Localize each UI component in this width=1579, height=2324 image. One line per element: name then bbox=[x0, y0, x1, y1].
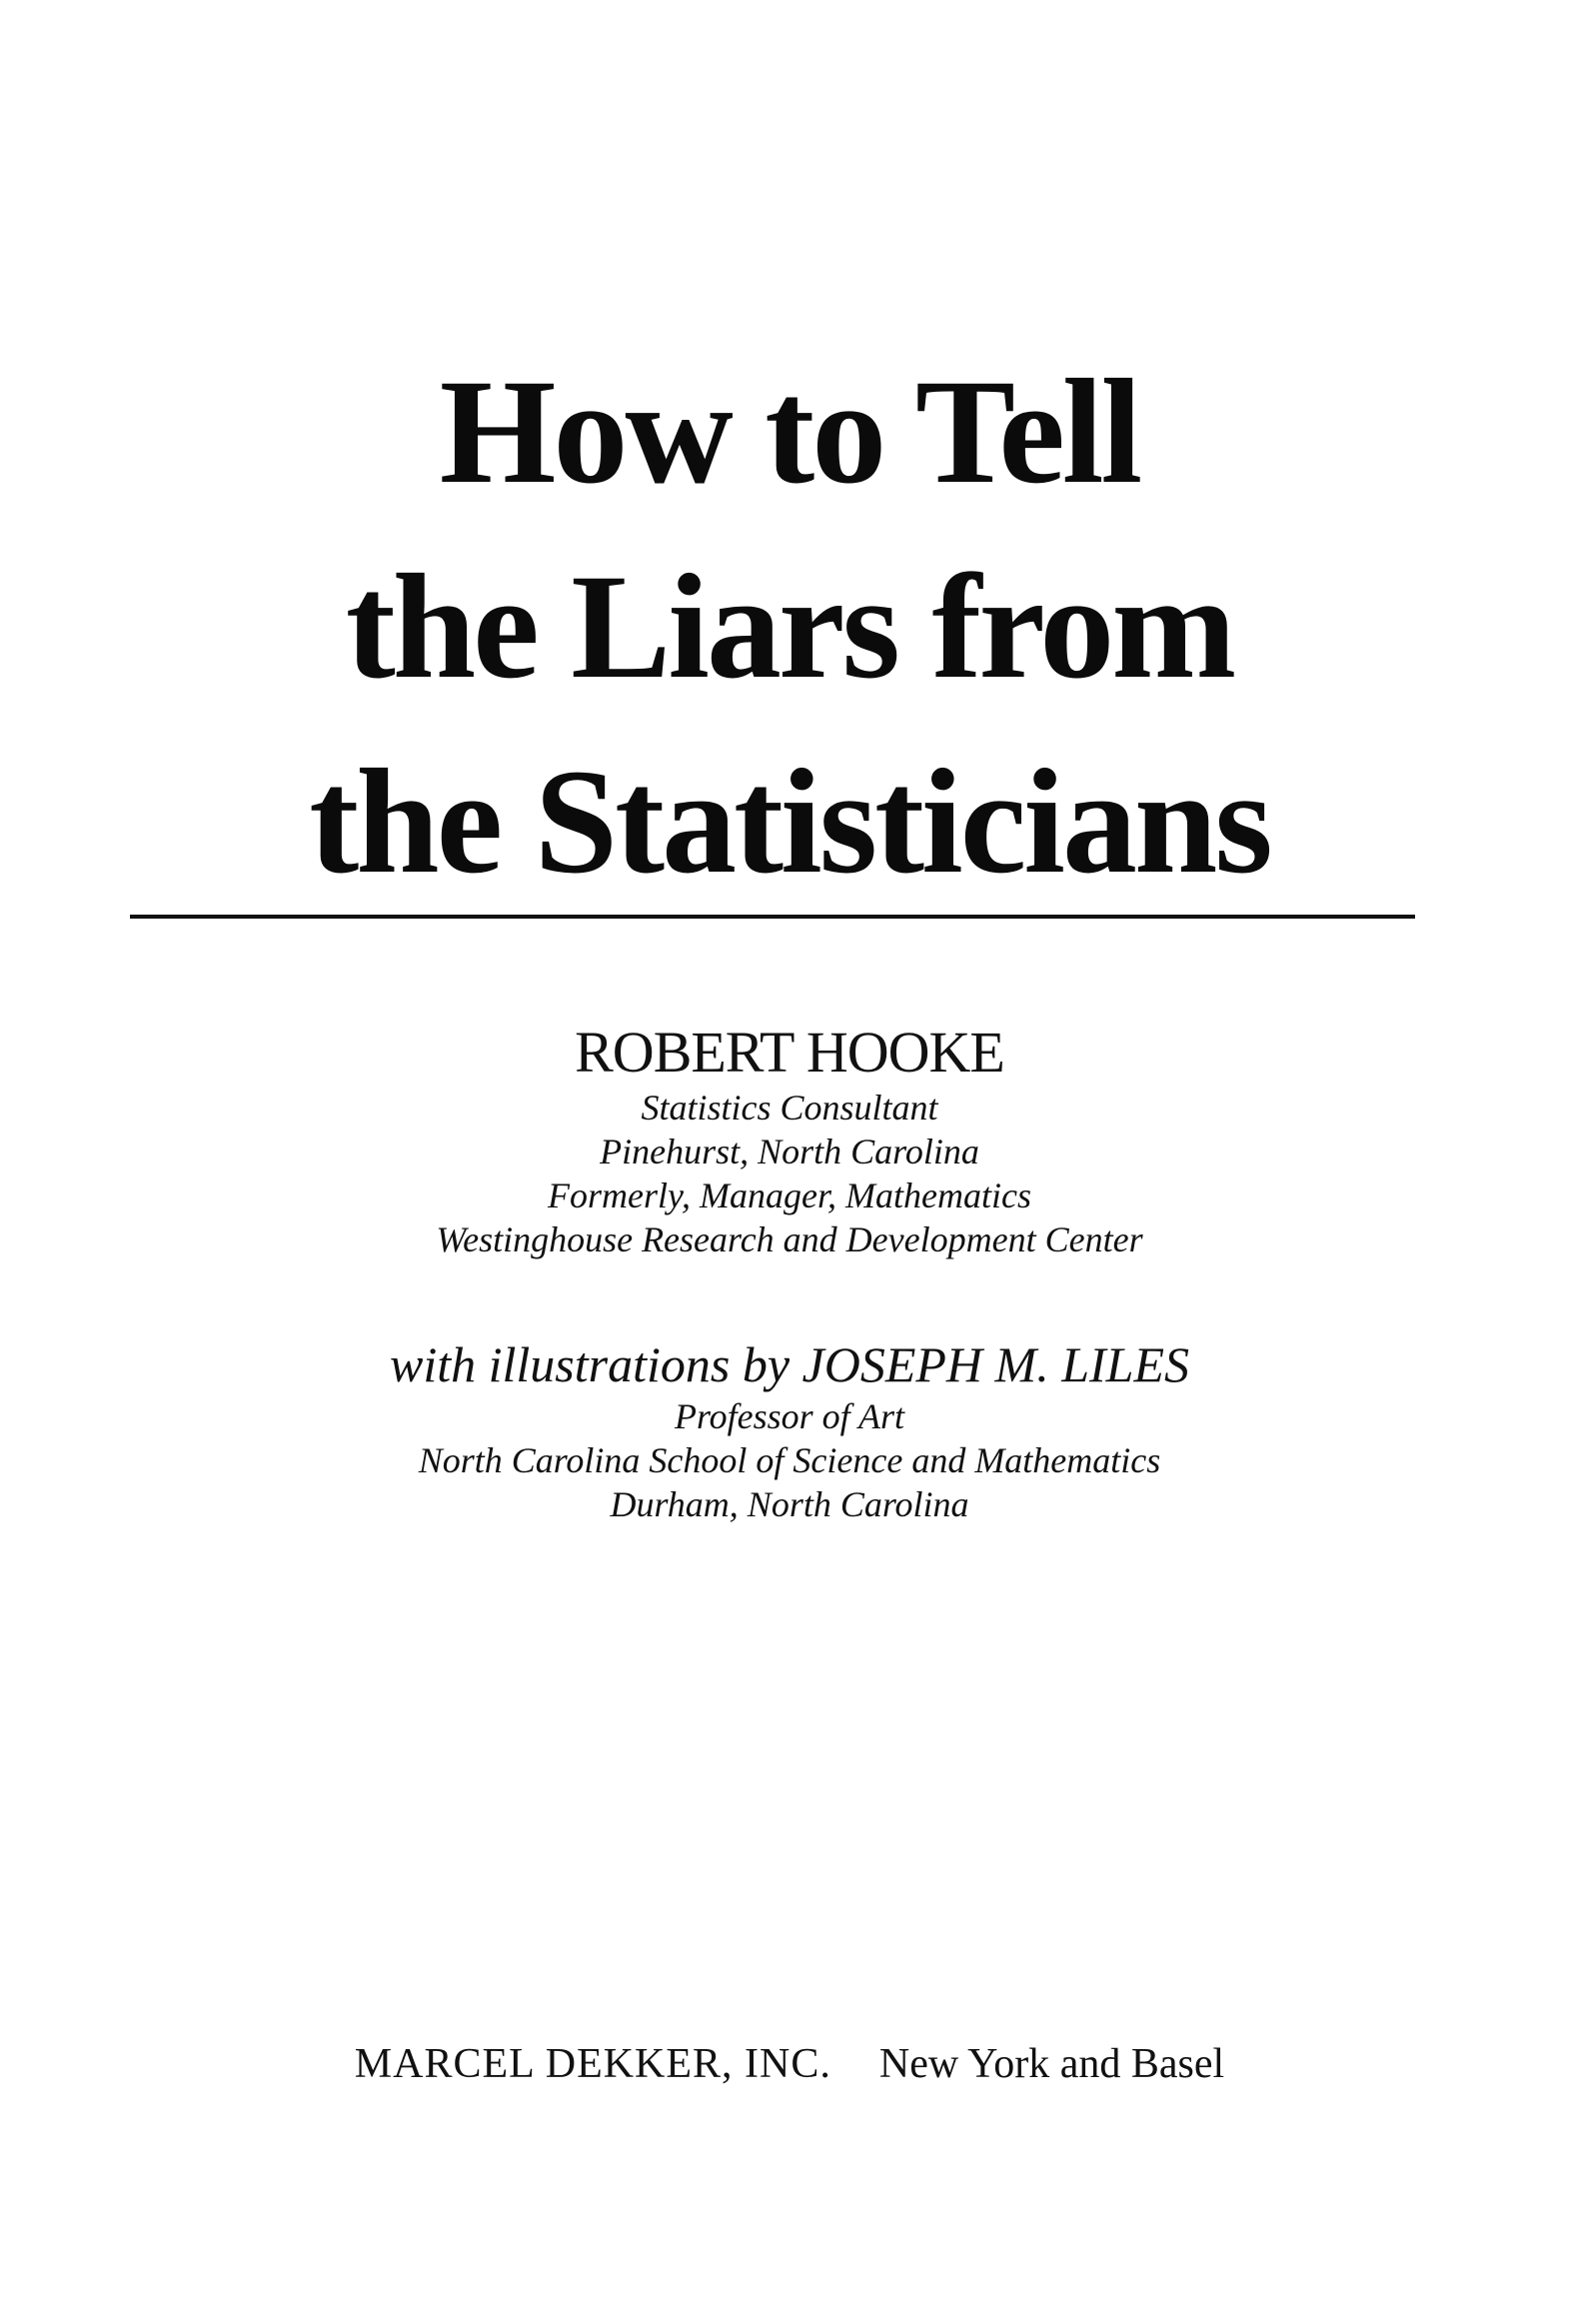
author-name: ROBERT HOOKE bbox=[575, 1020, 1004, 1085]
title-divider-rule bbox=[130, 915, 1415, 919]
illustrator-affiliation-line: Professor of Art bbox=[674, 1396, 905, 1436]
author-block bbox=[0, 1020, 1579, 1261]
publisher-location: New York and Basel bbox=[878, 2041, 1225, 2087]
author-affiliation-line: Statistics Consultant bbox=[641, 1088, 938, 1128]
illustrator-affiliation-line: Durham, North Carolina bbox=[610, 1484, 969, 1524]
title-line-1: How to Tell bbox=[439, 349, 1140, 515]
author-affiliation-line: Formerly, Manager, Mathematics bbox=[548, 1175, 1031, 1215]
illustrator-affiliation-line: North Carolina School of Science and Mathematics bbox=[418, 1440, 1161, 1480]
illustrator-block bbox=[0, 1334, 1579, 1526]
title-line-3: the Statisticians bbox=[309, 739, 1270, 905]
author-affiliation-line: Pinehurst, North Carolina bbox=[600, 1132, 979, 1171]
publisher-name: MARCEL DEKKER, INC. bbox=[354, 2041, 831, 2087]
book-title bbox=[0, 335, 1579, 920]
illustrator-heading: with illustrations by JOSEPH M. LILES bbox=[390, 1336, 1189, 1392]
author-affiliation-line: Westinghouse Research and Development Center bbox=[436, 1219, 1143, 1259]
title-line-2: the Liars from bbox=[345, 544, 1234, 710]
publisher-imprint bbox=[0, 2039, 1579, 2089]
